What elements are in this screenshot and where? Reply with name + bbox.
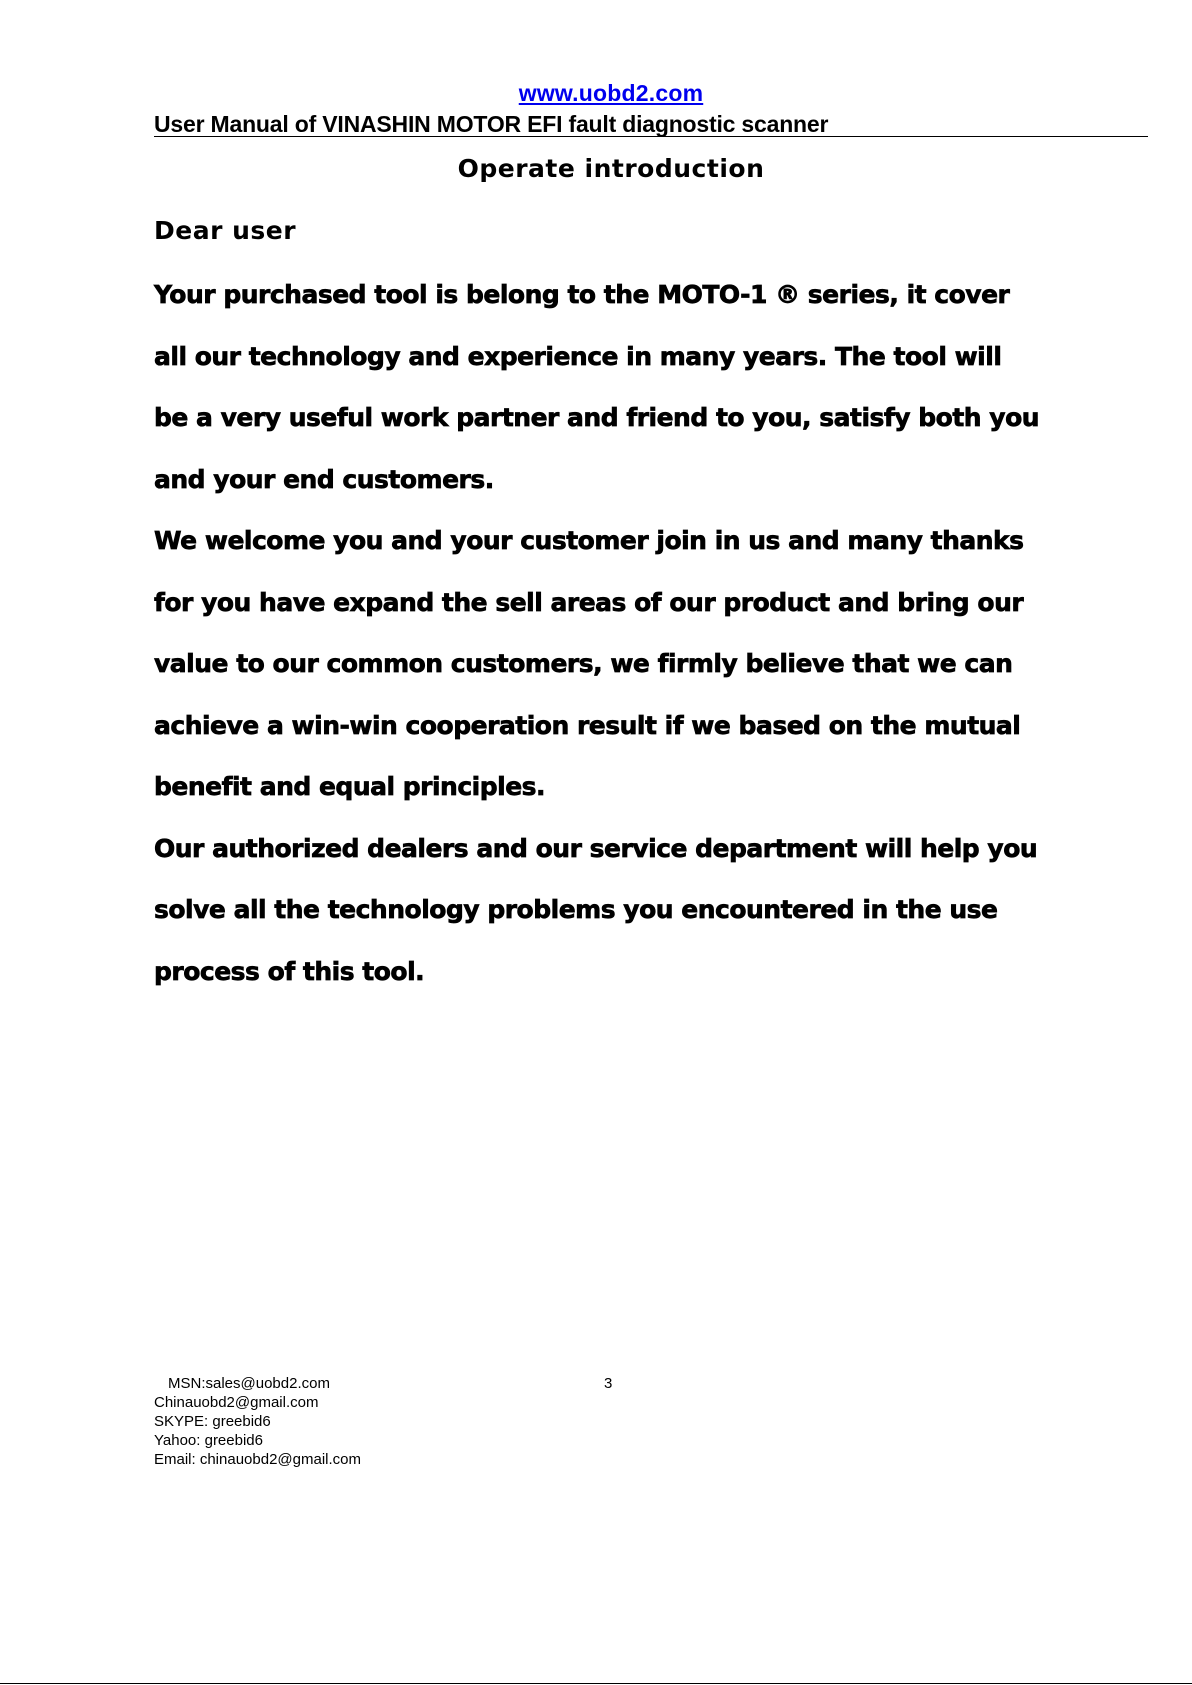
footer-email: Email: chinauobd2@gmail.com xyxy=(154,1451,361,1468)
body-line: Your purchased tool is belong to the MOTO-1 ® series, it cover xyxy=(154,280,1010,309)
body-line: be a very useful work partner and friend to you, satisfy both you xyxy=(154,403,1040,432)
page-number: 3 xyxy=(604,1375,613,1392)
body-line: achieve a win-win cooperation result if we based on the mutual xyxy=(154,710,1021,740)
body-line: for you have expand the sell areas of our product and bring our xyxy=(154,587,1024,617)
body-line: process of this tool. xyxy=(154,956,425,986)
footer-msn: MSN:sales@uobd2.com xyxy=(168,1375,330,1392)
section-heading: Operate introduction xyxy=(457,154,765,183)
header-manual-title: User Manual of VINASHIN MOTOR EFI fault diagnostic scanner xyxy=(154,111,829,137)
footer-contact-block xyxy=(154,1374,361,1469)
footer-gmail: Chinauobd2@gmail.com xyxy=(154,1394,319,1411)
body-line: We welcome you and your customer join in us and many thanks xyxy=(154,526,1024,555)
footer-yahoo: Yahoo: greebid6 xyxy=(154,1432,263,1449)
body-line: benefit and equal principles. xyxy=(154,772,546,801)
header-divider xyxy=(154,136,1148,137)
header-website-link[interactable]: www.uobd2.com xyxy=(518,80,704,106)
greeting: Dear user xyxy=(154,216,297,245)
page-bottom-edge xyxy=(0,1683,1192,1684)
body-line: all our technology and experience in many years. The tool will xyxy=(154,341,1002,371)
footer-skype: SKYPE: greebid6 xyxy=(154,1413,271,1430)
body-line: Our authorized dealers and our service department will help you xyxy=(154,833,1038,863)
body-line: solve all the technology problems you encountered in the use xyxy=(154,895,998,924)
body-line: value to our common customers, we firmly believe that we can xyxy=(154,649,1013,678)
body-line: and your end customers. xyxy=(154,464,494,494)
body-text xyxy=(154,264,1094,1002)
